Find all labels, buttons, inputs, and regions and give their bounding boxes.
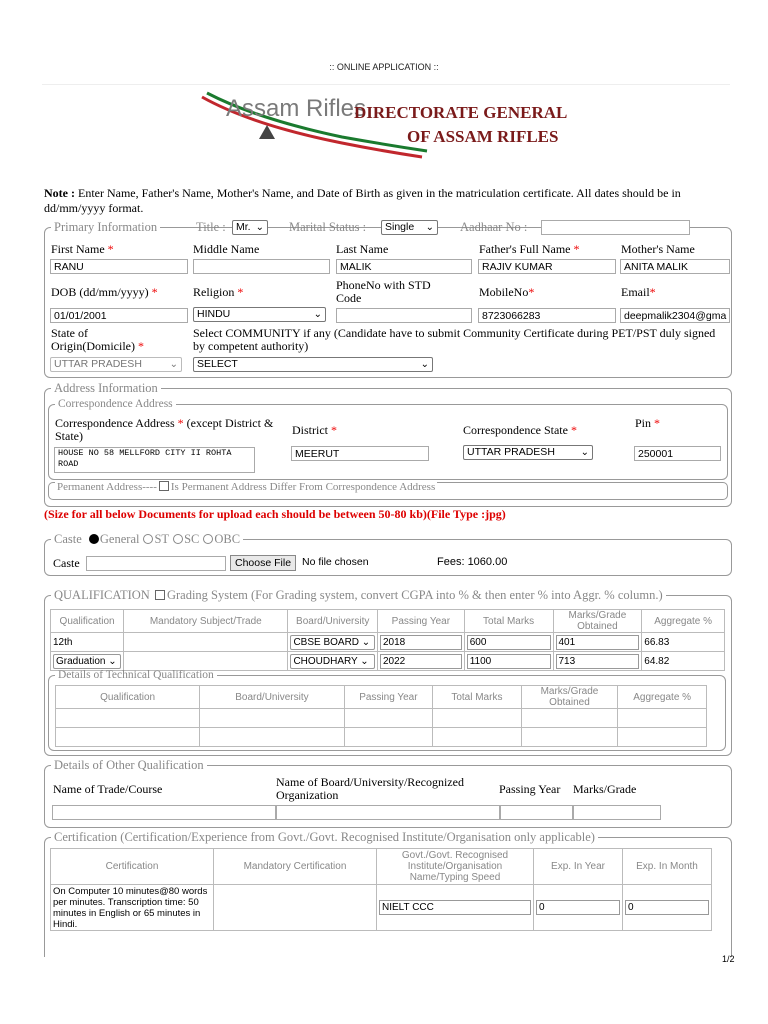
correspondence-address-label: Correspondence Address * (except District & State) xyxy=(55,416,274,443)
community-select[interactable]: SELECT ⌄ xyxy=(193,357,433,372)
total-input[interactable]: 600 xyxy=(467,635,551,650)
caste-label: Caste xyxy=(53,556,80,570)
correspondence-address-textarea[interactable]: HOUSE NO 58 MELLFORD CITY II ROHTA ROAD xyxy=(54,447,255,473)
col-certification: Certification xyxy=(51,849,214,885)
chevron-down-icon: ⌄ xyxy=(169,359,178,370)
table-row xyxy=(51,652,725,671)
mother-name-label: Mother's Name xyxy=(621,242,695,256)
qual-select[interactable]: Graduation ⌄ xyxy=(53,654,121,669)
trade-input[interactable] xyxy=(52,805,276,820)
table-header-row xyxy=(56,686,707,709)
table-header-row xyxy=(51,849,712,885)
table-row xyxy=(51,633,725,652)
chevron-down-icon: ⌄ xyxy=(255,222,264,233)
col-exp-year: Exp. In Year xyxy=(534,849,623,885)
aadhaar-label: Aadhaar No : xyxy=(460,220,528,234)
aggregate-cell: 64.82 xyxy=(642,652,725,671)
community-label: Select COMMUNITY if any (Candidate have to submit Community Certificate during PET/PST duly signed by competent authority) xyxy=(193,326,716,353)
pin-label: Pin * xyxy=(635,416,661,430)
chevron-down-icon: ⌄ xyxy=(313,309,322,320)
board-select[interactable]: CBSE BOARD ⌄ xyxy=(290,635,375,650)
col-tech-obtained: Marks/Grade Obtained xyxy=(521,686,618,709)
col-mandatory-cert: Mandatory Certification xyxy=(214,849,377,885)
correspondence-legend: Correspondence Address xyxy=(58,398,173,410)
col-subject: Mandatory Subject/Trade xyxy=(124,610,288,633)
certification-cell: On Computer 10 minutes@80 words per minutes. Transcription time: 50 minutes in English or 65 minutes in Hindi. xyxy=(51,885,214,931)
email-input[interactable]: deepmalik2304@gma xyxy=(620,308,730,323)
other-legend: Details of Other Qualification xyxy=(54,758,204,772)
trade-label: Name of Trade/Course xyxy=(53,782,163,796)
chevron-down-icon: ⌄ xyxy=(420,359,429,370)
technical-table xyxy=(55,685,707,747)
corr-state-select[interactable]: UTTAR PRADESH ⌄ xyxy=(463,445,593,460)
institute-input[interactable]: NIELT CCC xyxy=(379,900,531,915)
table-header-row xyxy=(51,610,725,633)
first-name-input[interactable]: RANU xyxy=(50,259,188,274)
col-obtained: Marks/Grade Obtained xyxy=(553,610,642,633)
primary-legend: Primary Information xyxy=(54,220,158,234)
col-exp-month: Exp. In Month xyxy=(623,849,712,885)
table-row xyxy=(56,728,707,747)
title-label: Title : xyxy=(196,220,226,234)
mandatory-cert-cell[interactable] xyxy=(214,885,377,931)
logo-line1: DIRECTORATE GENERAL xyxy=(354,103,568,122)
middle-name-label: Middle Name xyxy=(193,242,260,256)
col-tech-aggregate: Aggregate % xyxy=(618,686,707,709)
state-origin-label: State of Origin(Domicile) * xyxy=(51,326,144,353)
corr-state-label: Correspondence State * xyxy=(463,423,577,437)
last-name-input[interactable]: MALIK xyxy=(336,259,472,274)
col-tech-year: Passing Year xyxy=(344,686,433,709)
religion-label: Religion * xyxy=(193,285,244,299)
other-year-input[interactable] xyxy=(500,805,573,820)
table-row xyxy=(51,885,712,931)
col-institute: Govt./Govt. Recognised Institute/Organisation Name/Typing Speed xyxy=(377,849,534,885)
logo-banner xyxy=(42,84,730,163)
grading-checkbox[interactable] xyxy=(155,590,165,600)
col-board: Board/University xyxy=(288,610,378,633)
marital-label: Marital Status : xyxy=(289,220,367,234)
first-name-label: First Name * xyxy=(51,242,114,256)
col-tech-qualification: Qualification xyxy=(56,686,200,709)
dob-input[interactable]: 01/01/2001 xyxy=(50,308,188,323)
subject-cell[interactable] xyxy=(124,633,288,652)
other-marks-input[interactable] xyxy=(573,805,661,820)
note-text: Enter Name, Father's Name, Mother's Name, and Date of Birth as given in the matriculation certificate. All dates should be in dd/mm/yyyy format. xyxy=(44,186,681,215)
father-name-label: Father's Full Name * xyxy=(479,242,580,256)
page-number: 1/2 xyxy=(722,954,735,964)
aadhaar-input[interactable] xyxy=(541,220,690,235)
religion-select[interactable]: HINDU ⌄ xyxy=(193,307,326,322)
title-select[interactable]: Mr. ⌄ xyxy=(232,220,268,235)
total-input[interactable]: 1100 xyxy=(467,654,551,669)
col-tech-board: Board/University xyxy=(200,686,344,709)
col-total: Total Marks xyxy=(464,610,553,633)
year-input[interactable]: 2018 xyxy=(380,635,462,650)
no-file-text: No file chosen xyxy=(302,556,369,568)
general-radio[interactable] xyxy=(89,534,99,544)
last-name-label: Last Name xyxy=(336,242,389,256)
technical-legend: Details of Technical Qualification xyxy=(58,669,214,681)
caste-legend: Caste General ST SC OBC xyxy=(54,532,241,546)
mobile-input[interactable]: 8723066283 xyxy=(478,308,616,323)
other-marks-label: Marks/Grade xyxy=(573,782,637,796)
marital-status-select[interactable]: Single ⌄ xyxy=(381,220,438,235)
col-qualification: Qualification xyxy=(51,610,124,633)
logo-brand: Assam Rifles xyxy=(226,95,367,122)
note-prefix: Note : xyxy=(44,186,75,200)
subject-cell[interactable] xyxy=(124,652,288,671)
choose-file-button[interactable]: Choose File xyxy=(230,555,296,571)
other-year-label: Passing Year xyxy=(499,782,561,796)
phone-label: PhoneNo with STD Code xyxy=(336,278,431,305)
phone-input[interactable] xyxy=(336,308,472,323)
mother-name-input[interactable]: ANITA MALIK xyxy=(620,259,730,274)
district-label: District * xyxy=(292,423,337,437)
col-aggregate: Aggregate % xyxy=(642,610,725,633)
table-row xyxy=(56,709,707,728)
permanent-differ-checkbox[interactable] xyxy=(159,481,169,491)
qualification-legend: QUALIFICATION Grading System (For Grading system, convert CGPA into % & then enter % into Aggr. % column.) xyxy=(54,588,663,602)
obc-radio[interactable] xyxy=(203,534,213,544)
permanent-address-label: Permanent Address---- Is Permanent Address Differ From Correspondence Address xyxy=(57,481,436,493)
emblem-icon xyxy=(42,85,730,163)
certification-table xyxy=(50,848,712,931)
sc-radio[interactable] xyxy=(173,534,183,544)
year-input[interactable]: 2022 xyxy=(380,654,462,669)
district-input[interactable]: MEERUT xyxy=(291,446,429,461)
st-radio[interactable] xyxy=(143,534,153,544)
mobile-label: MobileNo* xyxy=(479,285,535,299)
aggregate-cell: 66.83 xyxy=(642,633,725,652)
exp-year-input[interactable]: 0 xyxy=(536,900,620,915)
obtained-input[interactable]: 401 xyxy=(556,635,640,650)
pin-input[interactable]: 250001 xyxy=(634,446,721,461)
state-origin-select[interactable]: UTTAR PRADESH ⌄ xyxy=(50,357,182,372)
email-label: Email* xyxy=(621,285,656,299)
logo-line2: OF ASSAM RIFLES xyxy=(407,127,559,146)
obtained-input[interactable]: 713 xyxy=(556,654,640,669)
col-year: Passing Year xyxy=(377,610,464,633)
address-legend: Address Information xyxy=(54,381,158,395)
chevron-down-icon: ⌄ xyxy=(425,222,434,233)
caste-file-input[interactable] xyxy=(86,556,226,571)
chevron-down-icon: ⌄ xyxy=(580,447,589,458)
board-org-input[interactable] xyxy=(276,805,500,820)
instruction-note xyxy=(44,186,734,216)
col-tech-total: Total Marks xyxy=(433,686,521,709)
page-header: :: ONLINE APPLICATION :: xyxy=(329,62,439,72)
upload-size-note: (Size for all below Documents for upload each should be between 50-80 kb)(File Type :jpg) xyxy=(44,507,506,521)
board-org-label: Name of Board/University/Recognized Organization xyxy=(276,775,464,802)
dob-label: DOB (dd/mm/yyyy) * xyxy=(51,285,158,299)
fees-text: Fees: 1060.00 xyxy=(437,556,508,568)
qual-cell: 12th xyxy=(51,633,124,652)
father-name-input[interactable]: RAJIV KUMAR xyxy=(478,259,616,274)
middle-name-input[interactable] xyxy=(193,259,330,274)
permanent-address-row xyxy=(48,482,728,500)
certification-legend: Certification (Certification/Experience from Govt./Govt. Recognised Institute/Organisation only applicable) xyxy=(54,830,595,844)
exp-month-input[interactable]: 0 xyxy=(625,900,709,915)
board-select[interactable]: CHOUDHARY ⌄ xyxy=(290,654,375,669)
qualification-table xyxy=(50,609,725,671)
